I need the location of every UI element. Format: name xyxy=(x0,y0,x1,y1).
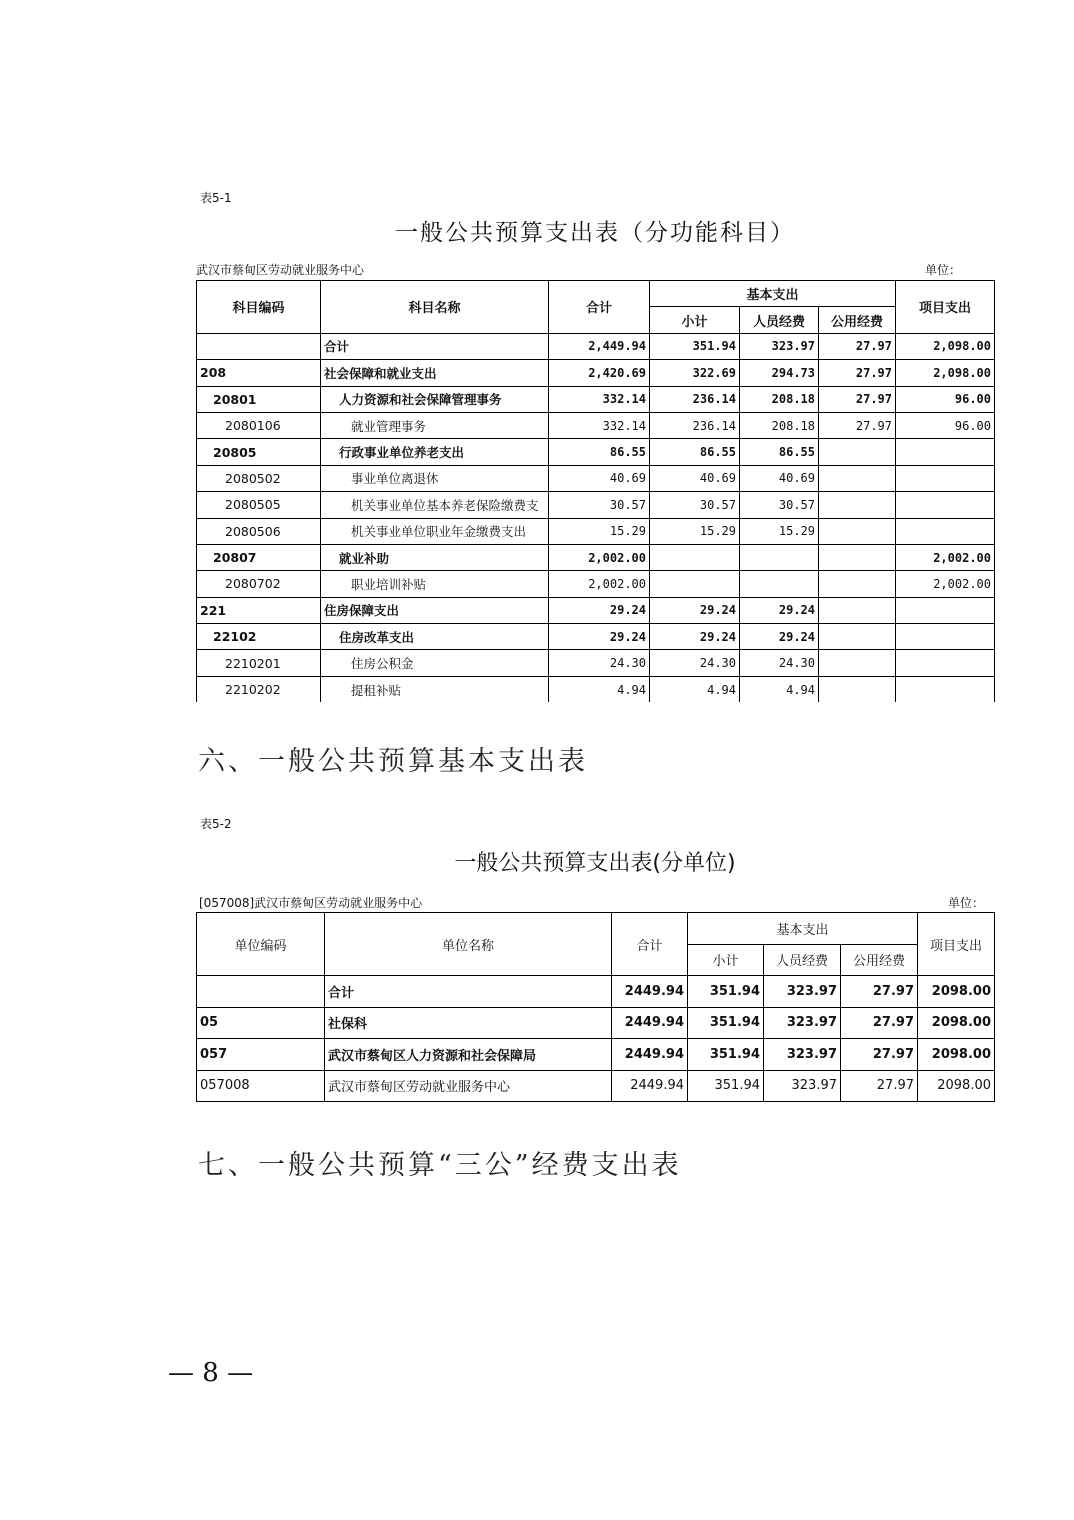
cell-total: 40.69 xyxy=(549,465,650,491)
table-row xyxy=(197,465,995,491)
table2-id-label: 表5-2 xyxy=(200,817,232,831)
cell-code xyxy=(197,976,325,1008)
cell-public xyxy=(819,544,896,570)
cell-name: 机关事业单位基本养老保险缴费支 xyxy=(321,492,549,518)
cell-project: 2,098.00 xyxy=(896,360,995,386)
table-row xyxy=(197,412,995,438)
cell-project xyxy=(896,465,995,491)
table1-unit-label: 单位： xyxy=(925,263,962,277)
cell-public xyxy=(819,518,896,544)
cell-code: 20801 xyxy=(197,386,321,412)
cell-project: 2,002.00 xyxy=(896,571,995,597)
cell-total: 2,002.00 xyxy=(549,571,650,597)
header-code: 单位编码 xyxy=(197,913,325,976)
unit-expenditure-table xyxy=(196,912,995,1102)
cell-project xyxy=(896,650,995,676)
cell-personnel: 323.97 xyxy=(764,1039,841,1071)
cell-personnel: 323.97 xyxy=(764,976,841,1008)
header-basic: 基本支出 xyxy=(688,913,918,945)
header-project: 项目支出 xyxy=(918,913,995,976)
cell-subtotal: 322.69 xyxy=(650,360,740,386)
cell-name: 就业管理事务 xyxy=(321,412,549,438)
cell-code: 208 xyxy=(197,360,321,386)
cell-subtotal: 4.94 xyxy=(650,676,740,702)
header-basic: 基本支出 xyxy=(650,281,896,307)
cell-name: 提租补贴 xyxy=(321,676,549,702)
cell-name: 社保科 xyxy=(325,1007,612,1039)
cell-subtotal: 29.24 xyxy=(650,597,740,623)
page-number: — 8 — xyxy=(168,1358,254,1388)
table2-unit-label: 单位： xyxy=(948,896,985,910)
cell-total: 24.30 xyxy=(549,650,650,676)
cell-total: 332.14 xyxy=(549,412,650,438)
cell-name: 社会保障和就业支出 xyxy=(321,360,549,386)
cell-total: 29.24 xyxy=(549,597,650,623)
header-code: 科目编码 xyxy=(197,281,321,334)
header-public: 公用经费 xyxy=(819,307,896,333)
table-row xyxy=(197,1070,995,1102)
cell-public: 27.97 xyxy=(841,976,918,1008)
function-expenditure-table xyxy=(196,280,995,702)
cell-code: 2080506 xyxy=(197,518,321,544)
cell-personnel: 15.29 xyxy=(740,518,819,544)
cell-project xyxy=(896,492,995,518)
table-row xyxy=(197,544,995,570)
cell-project: 2098.00 xyxy=(918,1007,995,1039)
cell-total: 2,420.69 xyxy=(549,360,650,386)
table-row xyxy=(197,976,995,1008)
cell-personnel: 323.97 xyxy=(764,1070,841,1102)
cell-project xyxy=(896,518,995,544)
cell-code: 2210202 xyxy=(197,676,321,702)
table-row xyxy=(197,360,995,386)
cell-code: 221 xyxy=(197,597,321,623)
cell-personnel: 29.24 xyxy=(740,624,819,650)
header-total: 合计 xyxy=(549,281,650,334)
cell-personnel: 40.69 xyxy=(740,465,819,491)
cell-project xyxy=(896,597,995,623)
header-personnel: 人员经费 xyxy=(740,307,819,333)
cell-public: 27.97 xyxy=(841,1070,918,1102)
cell-personnel xyxy=(740,544,819,570)
cell-personnel xyxy=(740,571,819,597)
cell-personnel: 30.57 xyxy=(740,492,819,518)
header-public: 公用经费 xyxy=(841,944,918,976)
cell-subtotal: 24.30 xyxy=(650,650,740,676)
cell-name: 人力资源和社会保障管理事务 xyxy=(321,386,549,412)
table-row xyxy=(197,676,995,702)
cell-total: 86.55 xyxy=(549,439,650,465)
cell-total: 2,002.00 xyxy=(549,544,650,570)
cell-total: 2449.94 xyxy=(612,976,688,1008)
cell-public xyxy=(819,439,896,465)
table1-title: 一般公共预算支出表（分功能科目） xyxy=(395,220,795,246)
cell-total: 2449.94 xyxy=(612,1070,688,1102)
cell-name: 合计 xyxy=(321,333,549,359)
header-name: 科目名称 xyxy=(321,281,549,334)
cell-project: 2,002.00 xyxy=(896,544,995,570)
cell-project xyxy=(896,676,995,702)
cell-total: 2449.94 xyxy=(612,1007,688,1039)
cell-public: 27.97 xyxy=(841,1039,918,1071)
cell-public xyxy=(819,571,896,597)
cell-name: 行政事业单位养老支出 xyxy=(321,439,549,465)
cell-subtotal xyxy=(650,571,740,597)
cell-code: 22102 xyxy=(197,624,321,650)
cell-subtotal: 236.14 xyxy=(650,412,740,438)
header-subtotal: 小计 xyxy=(688,944,764,976)
cell-public xyxy=(819,597,896,623)
table1-id-label: 表5-1 xyxy=(200,191,232,205)
table-row xyxy=(197,1039,995,1071)
cell-public: 27.97 xyxy=(841,1007,918,1039)
cell-personnel: 86.55 xyxy=(740,439,819,465)
cell-public: 27.97 xyxy=(819,386,896,412)
cell-subtotal: 29.24 xyxy=(650,624,740,650)
table-row xyxy=(197,492,995,518)
header-total: 合计 xyxy=(612,913,688,976)
cell-name: 武汉市蔡甸区劳动就业服务中心 xyxy=(325,1070,612,1102)
cell-total: 29.24 xyxy=(549,624,650,650)
cell-public xyxy=(819,676,896,702)
cell-code: 057 xyxy=(197,1039,325,1071)
header-name: 单位名称 xyxy=(325,913,612,976)
table-row xyxy=(197,1007,995,1039)
header-personnel: 人员经费 xyxy=(764,944,841,976)
cell-code: 057008 xyxy=(197,1070,325,1102)
cell-name: 住房改革支出 xyxy=(321,624,549,650)
cell-project: 96.00 xyxy=(896,412,995,438)
cell-subtotal: 40.69 xyxy=(650,465,740,491)
cell-subtotal xyxy=(650,544,740,570)
cell-project: 2098.00 xyxy=(918,1070,995,1102)
cell-code: 20805 xyxy=(197,439,321,465)
cell-code: 2210201 xyxy=(197,650,321,676)
cell-personnel: 24.30 xyxy=(740,650,819,676)
cell-name: 合计 xyxy=(325,976,612,1008)
cell-total: 30.57 xyxy=(549,492,650,518)
table-row xyxy=(197,439,995,465)
table-row xyxy=(197,624,995,650)
table-row xyxy=(197,650,995,676)
cell-project xyxy=(896,439,995,465)
cell-public: 27.97 xyxy=(819,360,896,386)
cell-name: 事业单位离退休 xyxy=(321,465,549,491)
cell-project: 2,098.00 xyxy=(896,333,995,359)
cell-name: 职业培训补贴 xyxy=(321,571,549,597)
cell-total: 4.94 xyxy=(549,676,650,702)
cell-public: 27.97 xyxy=(819,412,896,438)
cell-public xyxy=(819,624,896,650)
table2-title: 一般公共预算支出表(分单位) xyxy=(454,851,736,876)
cell-subtotal: 351.94 xyxy=(650,333,740,359)
cell-subtotal: 351.94 xyxy=(688,976,764,1008)
cell-personnel: 4.94 xyxy=(740,676,819,702)
section-6-heading: 六、一般公共预算基本支出表 xyxy=(198,746,588,777)
cell-public xyxy=(819,492,896,518)
cell-personnel: 208.18 xyxy=(740,412,819,438)
cell-code: 2080106 xyxy=(197,412,321,438)
cell-code: 2080502 xyxy=(197,465,321,491)
header-subtotal: 小计 xyxy=(650,307,740,333)
cell-public: 27.97 xyxy=(819,333,896,359)
section-7-heading: 七、一般公共预算“三公”经费支出表 xyxy=(198,1150,682,1181)
cell-name: 就业补助 xyxy=(321,544,549,570)
cell-project xyxy=(896,624,995,650)
cell-total: 332.14 xyxy=(549,386,650,412)
cell-name: 住房公积金 xyxy=(321,650,549,676)
cell-subtotal: 351.94 xyxy=(688,1070,764,1102)
cell-code: 20807 xyxy=(197,544,321,570)
table-row xyxy=(197,386,995,412)
table2-org: [057008]武汉市蔡甸区劳动就业服务中心 xyxy=(199,896,423,910)
cell-personnel: 323.97 xyxy=(740,333,819,359)
cell-name: 住房保障支出 xyxy=(321,597,549,623)
cell-project: 2098.00 xyxy=(918,976,995,1008)
cell-total: 2449.94 xyxy=(612,1039,688,1071)
cell-personnel: 294.73 xyxy=(740,360,819,386)
cell-code: 2080702 xyxy=(197,571,321,597)
cell-personnel: 29.24 xyxy=(740,597,819,623)
cell-project: 96.00 xyxy=(896,386,995,412)
table1-org: 武汉市蔡甸区劳动就业服务中心 xyxy=(196,263,365,277)
cell-project: 2098.00 xyxy=(918,1039,995,1071)
cell-subtotal: 86.55 xyxy=(650,439,740,465)
cell-personnel: 208.18 xyxy=(740,386,819,412)
table-row xyxy=(197,571,995,597)
cell-name: 武汉市蔡甸区人力资源和社会保障局 xyxy=(325,1039,612,1071)
table-row xyxy=(197,597,995,623)
cell-personnel: 323.97 xyxy=(764,1007,841,1039)
cell-name: 机关事业单位职业年金缴费支出 xyxy=(321,518,549,544)
cell-subtotal: 30.57 xyxy=(650,492,740,518)
cell-subtotal: 236.14 xyxy=(650,386,740,412)
cell-subtotal: 15.29 xyxy=(650,518,740,544)
cell-total: 2,449.94 xyxy=(549,333,650,359)
cell-code: 05 xyxy=(197,1007,325,1039)
cell-subtotal: 351.94 xyxy=(688,1007,764,1039)
cell-subtotal: 351.94 xyxy=(688,1039,764,1071)
cell-public xyxy=(819,650,896,676)
table-row xyxy=(197,518,995,544)
cell-total: 15.29 xyxy=(549,518,650,544)
cell-code: 2080505 xyxy=(197,492,321,518)
table-row xyxy=(197,333,995,359)
header-project: 项目支出 xyxy=(896,281,995,334)
cell-public xyxy=(819,465,896,491)
cell-code xyxy=(197,333,321,359)
